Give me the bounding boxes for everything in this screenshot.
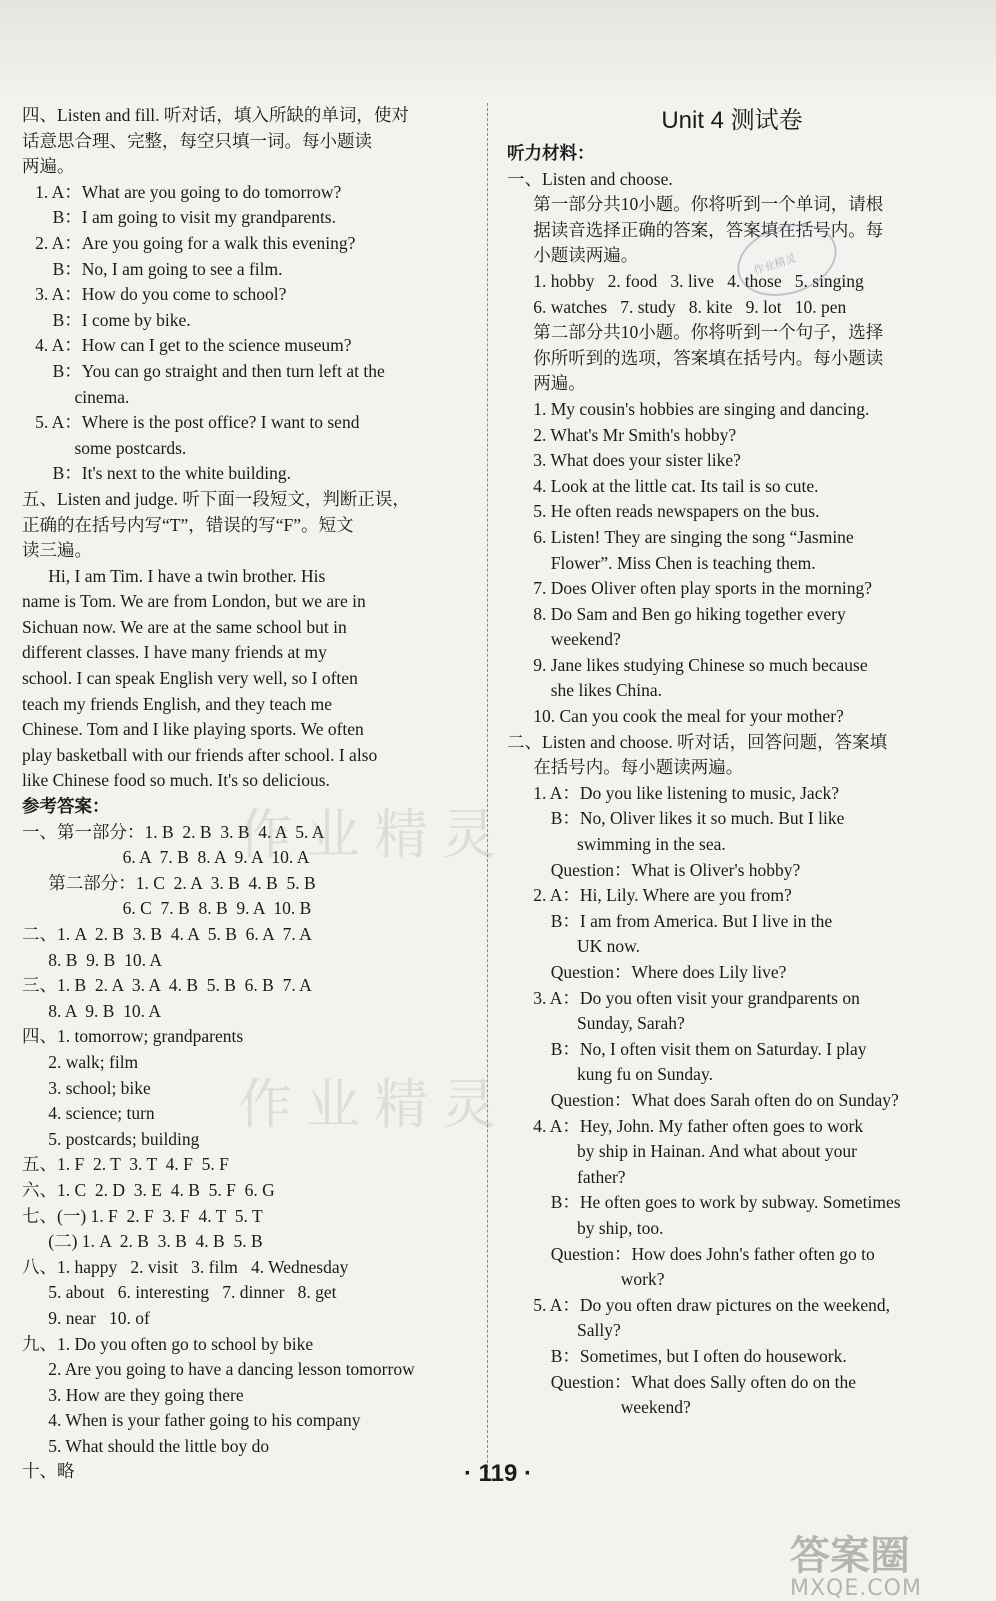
left-text-line: 2. A：Are you going for a walk this evening? [22, 232, 356, 253]
left-text-line: 第二部分：1. C 2. A 3. B 4. B 5. B [22, 872, 316, 893]
right-text-line: 第二部分共10小题。你将听到一个句子，选择 [507, 322, 884, 343]
left-text-line: 话意思合理、完整，每空只填一词。每小题读 [22, 130, 372, 151]
left-text-line: 四、1. tomorrow; grandparents [22, 1026, 244, 1047]
left-text-line: 一、第一部分：1. B 2. B 3. B 4. A 5. A [22, 821, 325, 842]
right-text-line: work? [507, 1269, 665, 1290]
left-text-line: 4. science; turn [22, 1103, 155, 1124]
left-text-line: B：I am going to visit my grandparents. [22, 207, 336, 228]
right-text-line: Question：What does Sarah often do on Sunday? [507, 1089, 899, 1110]
left-text-line: 5. postcards; building [22, 1128, 200, 1149]
left-text-line: Chinese. Tom and I like playing sports. We often [22, 719, 364, 740]
stamp-text: 作业精灵 [751, 251, 798, 278]
right-text-line: 二、Listen and choose. 听对话，回答问题，答案填 [507, 731, 888, 752]
right-text-line: 4. Look at the little cat. Its tail is so cute. [507, 475, 819, 496]
left-text-line: 四、Listen and fill. 听对话，填入所缺的单词，使对 [22, 105, 409, 125]
right-text-line: 2. What's Mr Smith's hobby? [507, 424, 737, 445]
right-text-line: 两遍。 [507, 373, 586, 394]
left-text-line: different classes. I have many friends at my [22, 642, 327, 663]
right-text-line: weekend? [507, 1397, 691, 1418]
left-text-line: 3. school; bike [22, 1077, 151, 1098]
right-text-line: 3. What does your sister like? [507, 450, 741, 471]
right-text-line: 9. Jane likes studying Chinese so much because [507, 654, 868, 675]
left-text-line: 七、(一) 1. F 2. F 3. F 4. T 5. T [22, 1205, 263, 1226]
left-text-line: 九、1. Do you often go to school by bike [22, 1333, 314, 1354]
left-text-line: 3. A：How do you come to school? [22, 284, 287, 305]
left-text-line: 2. walk; film [22, 1051, 139, 1072]
right-text-line: Question：What is Oliver's hobby? [507, 859, 801, 880]
corner-mark-sub: MXQE.COM [790, 1576, 922, 1601]
right-text-line: she likes China. [507, 680, 663, 701]
right-text-line: 第一部分共10小题。你将听到一个单词，请根 [507, 194, 884, 215]
left-text-line: 9. near 10. of [22, 1307, 150, 1328]
left-text-line: 2. Are you going to have a dancing lesson tomorrow [22, 1359, 415, 1380]
left-text-line: 三、1. B 2. A 3. A 4. B 5. B 6. B 7. A [22, 975, 312, 996]
corner-watermark-logo [790, 1535, 922, 1601]
right-text-line: 一、Listen and choose. [507, 168, 673, 189]
page-number: · 119 · [463, 1460, 533, 1487]
right-text-line: 4. A：Hey, John. My father often goes to work [507, 1115, 864, 1136]
right-text-line: B：Sometimes, but I often do housework. [507, 1345, 847, 1366]
right-text-line: 你所听到的选项，答案填在括号内。每小题读 [507, 347, 884, 368]
right-column-lines [507, 141, 957, 1421]
left-text-line: B：You can go straight and then turn left at the [22, 360, 385, 381]
right-text-line: 1. A：Do you like listening to music, Jack? [507, 782, 839, 803]
left-text-line: 参考答案： [22, 796, 110, 817]
right-text-line: B：He often goes to work by subway. Sometimes [507, 1192, 901, 1213]
right-text-line: B：No, Oliver likes it so much. But I like [507, 808, 845, 829]
right-text-line: Question：Where does Lily live? [507, 962, 787, 982]
left-text-line: 3. How are they going there [22, 1384, 244, 1405]
right-text-line: UK now. [507, 936, 641, 957]
left-text-line: 六、1. C 2. D 3. E 4. B 5. F 6. G [22, 1179, 275, 1200]
left-text-line: 5. A：Where is the post office? I want to send [22, 412, 360, 433]
right-text-line: Sunday, Sarah? [507, 1013, 685, 1034]
left-text-line: cinema. [22, 386, 130, 407]
left-text-line: 五、Listen and judge. 听下面一段短文，判断正误， [22, 488, 410, 509]
right-text-line: by ship in Hainan. And what about your [507, 1141, 857, 1162]
left-text-line: B：It's next to the white building. [22, 463, 292, 484]
left-text-line: 4. When is your father going to his company [22, 1410, 361, 1431]
column-divider [487, 103, 488, 1473]
left-text-line: 读三遍。 [22, 540, 92, 561]
left-text-line: like Chinese food so much. It's so delicious. [22, 770, 330, 791]
left-text-line: school. I can speak English very well, so I often [22, 668, 358, 689]
left-text-line: 6. A 7. B 8. A 9. A 10. A [22, 847, 310, 868]
left-text-line: 正确的在括号内写“T”，错误的写“F”。短文 [22, 514, 354, 535]
left-text-line: name is Tom. We are from London, but we are in [22, 591, 366, 612]
right-text-line: 2. A：Hi, Lily. Where are you from? [507, 885, 792, 906]
right-text-line: by ship, too. [507, 1217, 664, 1238]
right-text-line: father? [507, 1166, 626, 1187]
left-text-line: Sichuan now. We are at the same school but in [22, 616, 347, 637]
right-text-line: Sally? [507, 1320, 621, 1341]
right-text-line: 8. Do Sam and Ben go hiking together every [507, 603, 846, 624]
left-text-line: some postcards. [22, 437, 187, 458]
right-text-line: Question：What does Sally often do on the [507, 1371, 856, 1392]
right-text-line: 5. He often reads newspapers on the bus. [507, 501, 820, 522]
left-text-line: 8. A 9. B 10. A [22, 1000, 162, 1021]
watermark-lower: 作业精灵 [238, 1073, 510, 1136]
right-text-line: 听力材料： [507, 143, 595, 163]
right-text-line: B：I am from America. But I live in the [507, 910, 833, 931]
right-text-line: weekend? [507, 629, 621, 650]
corner-mark-main: 答案圈 [790, 1533, 910, 1579]
left-text-line: 八、1. happy 2. visit 3. film 4. Wednesday [22, 1256, 349, 1277]
left-text-line: 5. about 6. interesting 7. dinner 8. get [22, 1282, 337, 1303]
left-text-line: teach my friends English, and they teach me [22, 693, 333, 714]
left-text-line: B：No, I am going to see a film. [22, 258, 283, 279]
right-text-line: Question：How does John's father often go to [507, 1243, 875, 1264]
right-text-line: swimming in the sea. [507, 834, 726, 855]
right-text-line: B：No, I often visit them on Saturday. I play [507, 1038, 867, 1059]
right-column [507, 103, 957, 1421]
right-text-line: 据读音选择正确的答案，答案填在括号内。每 [507, 219, 884, 240]
right-text-line: 6. watches 7. study 8. kite 9. lot 10. pen [507, 296, 847, 317]
right-text-line: 在括号内。每小题读两遍。 [507, 757, 744, 778]
right-text-line: 6. Listen! They are singing the song “Jasmine [507, 526, 854, 547]
left-text-line: 6. C 7. B 8. B 9. A 10. B [22, 898, 312, 919]
right-text-line: 1. hobby 2. food 3. live 4. those 5. singing [507, 270, 864, 291]
right-text-line: 10. Can you cook the meal for your mother? [507, 706, 844, 727]
right-text-line: kung fu on Sunday. [507, 1064, 713, 1085]
left-text-line: 两遍。 [22, 156, 75, 177]
scan-top-band [0, 0, 996, 100]
right-text-line: 5. A：Do you often draw pictures on the weekend, [507, 1294, 890, 1315]
unit-test-title: Unit 4 测试卷 [661, 107, 803, 134]
right-text-line: 7. Does Oliver often play sports in the morning? [507, 578, 873, 599]
left-text-line: play basketball with our friends after school. I also [22, 744, 378, 765]
left-text-line: (二) 1. A 2. B 3. B 4. B 5. B [22, 1231, 263, 1252]
right-text-line: 3. A：Do you often visit your grandparents on [507, 987, 860, 1008]
left-text-line: 十、略 [22, 1461, 75, 1482]
left-text-line: 5. What should the little boy do [22, 1435, 270, 1456]
watermark-upper: 作业精灵 [238, 803, 510, 866]
left-text-line: 1. A：What are you going to do tomorrow? [22, 181, 342, 202]
right-text-line: Flower”. Miss Chen is teaching them. [507, 552, 816, 573]
left-text-line: 二、1. A 2. B 3. B 4. A 5. B 6. A 7. A [22, 924, 312, 944]
left-text-line: 8. B 9. B 10. A [22, 949, 163, 970]
left-text-line: B：I come by bike. [22, 309, 191, 330]
left-text-line: Hi, I am Tim. I have a twin brother. His [22, 565, 326, 586]
right-text-line: 1. My cousin's hobbies are singing and dancing. [507, 398, 870, 419]
left-text-line: 4. A：How can I get to the science museum? [22, 335, 352, 356]
right-text-line: 小题读两遍。 [507, 245, 639, 266]
left-text-line: 五、1. F 2. T 3. T 4. F 5. F [22, 1154, 229, 1175]
